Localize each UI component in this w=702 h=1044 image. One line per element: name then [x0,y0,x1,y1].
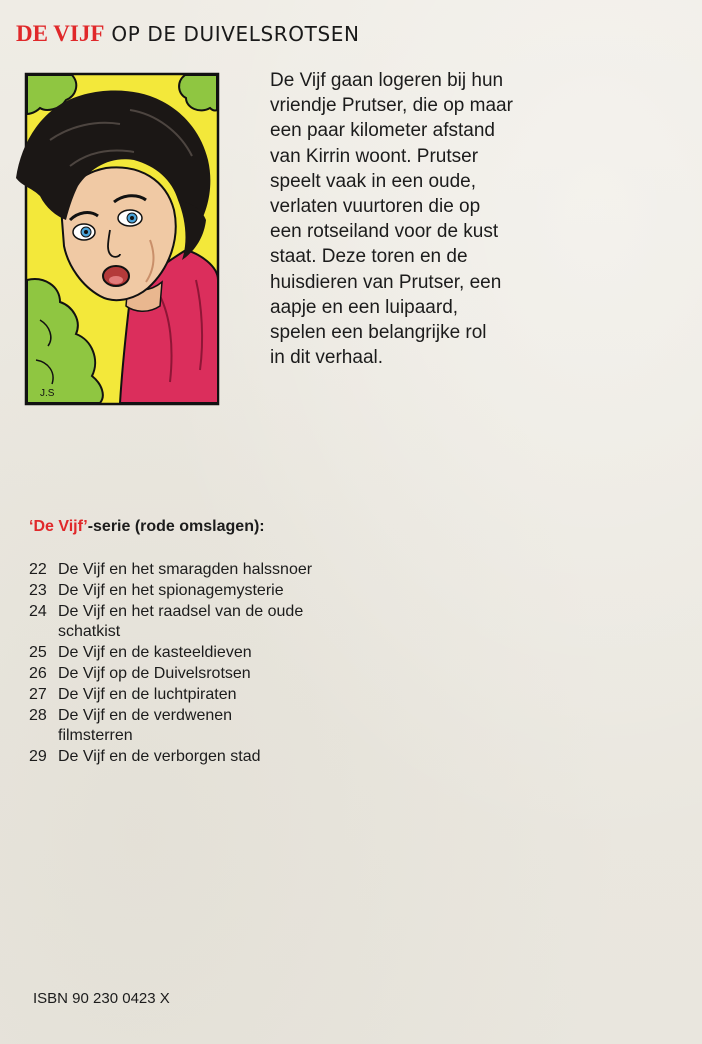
list-item [29,581,669,602]
blurb-line: een rotseiland voor de kust [270,221,499,243]
list-item-title: De Vijf en de verdwenen [58,706,233,724]
list-item [29,685,669,706]
blurb-line: spelen een belangrijke rol [270,322,487,344]
list-item-number: 26 [29,664,47,682]
illustrator-signature: J.S [40,388,55,399]
isbn-number: ISBN 90 230 0423 X [33,990,170,1007]
series-heading [29,518,265,536]
title-brand: DE VIJF [16,21,105,46]
blurb-line: aapje en een luipaard, [270,296,459,318]
list-item-number: 23 [29,581,47,599]
list-item-title: De Vijf en het spionagemysterie [58,581,284,599]
series-list [29,560,669,768]
blurb-line: staat. Deze toren en de [270,246,468,268]
list-item-number: 24 [29,602,47,620]
title-subtitle: OP DE DUIVELSROTSEN [104,22,360,46]
list-item [29,706,669,727]
blurb-line: van Kirrin woont. Prutser [270,145,479,167]
list-item-continuation [29,726,669,747]
list-item-number: 27 [29,685,47,703]
list-item-number: 28 [29,706,47,724]
list-item-title: De Vijf en het smaragden halssnoer [58,561,313,578]
blurb-line: vriendje Prutser, die op maar [270,95,513,117]
list-item-title: De Vijf en het raadsel van de oude [58,602,304,620]
blurb-text [270,68,680,370]
list-item-continuation [29,622,669,643]
list-item-title: De Vijf op de Duivelsrotsen [58,664,251,682]
girl-portrait-illustration [10,70,222,410]
series-heading-rest: -serie (rode omslagen): [87,518,265,535]
blurb-line: in dit verhaal. [270,347,384,369]
blurb-line: een paar kilometer afstand [270,120,495,142]
list-item-title-continued: filmsterren [58,727,133,745]
list-item-number: 22 [29,561,47,578]
list-item-title: De Vijf en de verborgen stad [58,748,261,766]
list-item [29,560,669,581]
series-brand: ‘De Vijf’ [29,518,88,535]
list-item [29,602,669,623]
book-title [16,22,360,45]
list-item-title: De Vijf en de kasteeldieven [58,644,252,662]
blurb-line: De Vijf gaan logeren bij hun [270,70,504,91]
list-item-number: 29 [29,748,47,766]
list-item [29,664,669,685]
list-item [29,747,669,768]
list-item-title-continued: schatkist [58,623,121,641]
blurb-line: verlaten vuurtoren die op [270,196,481,218]
list-item [29,643,669,664]
list-item-number: 25 [29,644,47,662]
blurb-line: speelt vaak in een oude, [270,170,476,192]
list-item-title: De Vijf en de luchtpiraten [58,685,237,703]
blurb-line: huisdieren van Prutser, een [270,271,502,293]
